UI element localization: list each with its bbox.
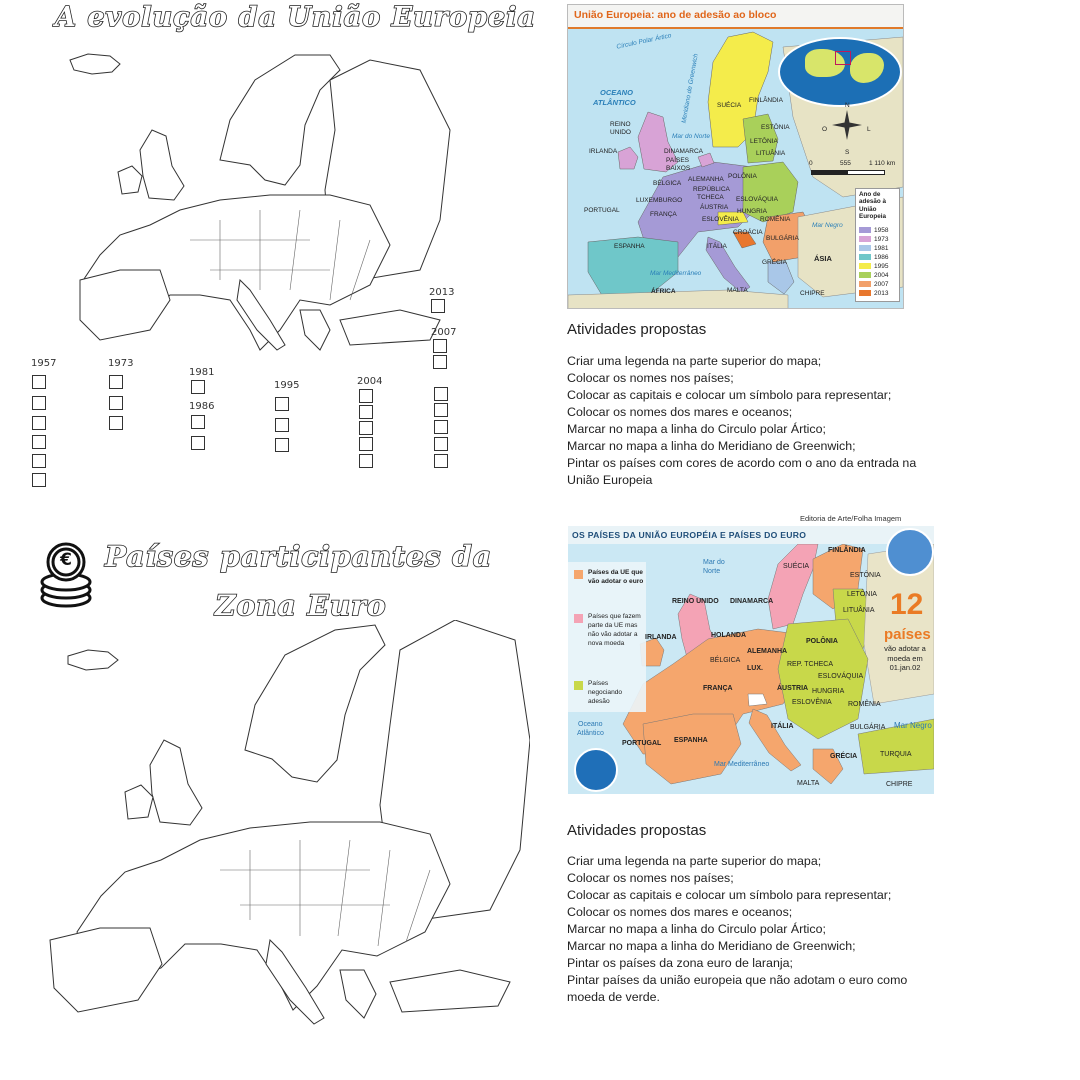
legend-year: 1986 [874,254,889,261]
map1-label: Mar do Norte [672,133,710,140]
legend-year: 1995 [874,263,889,270]
map1-label: PAÍSES [666,157,690,164]
globe-inset-icon [778,37,902,107]
euro-badge-icon [886,528,934,576]
checkbox[interactable] [32,416,46,430]
map1-legend [855,188,900,302]
map2-label: GRÉCIA [830,753,858,760]
map1-label: ÁSIA [814,254,832,263]
compass-rose-icon [832,110,862,140]
scale-0: 0 [809,160,813,167]
euro-symbol: € [60,550,72,570]
map2-label: FINLÂNDIA [828,547,866,554]
map1-label: ESTÔNIA [761,124,790,131]
map1-label: UNIDO [610,129,631,136]
activity-item: Criar uma legenda na parte superior do mapa; [567,854,822,868]
map1-label: CHIPRE [800,290,825,297]
map1-label: REPÚBLICA [693,186,730,193]
checkbox[interactable] [431,299,445,313]
legend-swatch [859,272,871,278]
map1-label: SUÉCIA [717,102,742,109]
map2-label: REINO UNIDO [672,598,719,605]
section2-title-line2: Zona Euro [215,589,387,622]
checkbox[interactable] [275,418,289,432]
legend-row [859,227,888,234]
checkbox[interactable] [32,396,46,410]
checkbox[interactable] [109,396,123,410]
map1-label: DINAMARCA [664,148,704,155]
legend-row [859,272,888,279]
checkbox[interactable] [434,420,448,434]
map2-label: ROMÊNIA [848,701,881,708]
activity-item: Colocar os nomes nos países; [567,871,734,885]
legend-text: Países negociando adesão [588,680,623,705]
legend-swatch [859,236,871,242]
legend-row [859,263,888,270]
map1-label: FINLÂNDIA [749,97,783,104]
legend-swatch [574,614,583,623]
legend-swatch [859,290,871,296]
section2-title-line1: Países participantes da [105,540,492,573]
map2-label: DINAMARCA [730,598,774,605]
map1-label: IRLANDA [589,148,618,155]
activity-item: Marcar no mapa a linha do Meridiano de Greenwich; [567,439,856,453]
activity-item: Colocar os nomes dos mares e oceanos; [567,405,793,419]
legend-row [859,245,888,252]
checkbox[interactable] [275,438,289,452]
map2-label: ESLOVÁQUIA [818,673,864,680]
activity-item: Marcar no mapa a linha do Circulo polar Ártico; [567,422,826,436]
map1-label: Meridiano de Greenwich [680,53,700,124]
legend-title-line: Europeia [859,213,886,221]
legend-title-line: União [859,205,877,213]
compass-s: S [845,149,850,156]
map2-label: MALTA [797,780,820,787]
map1-label: CROÁCIA [733,229,763,236]
map2-label: ESTÔNIA [850,572,881,579]
legend-swatch [859,254,871,260]
year-label-2007: 2007 [431,327,457,338]
scale-bar [811,170,885,175]
map1-label: Mar Negro [812,222,843,229]
activity-item: Colocar os nomes nos países; [567,371,734,385]
map2-label: TURQUIA [880,751,912,758]
checkbox[interactable] [434,454,448,468]
legend-row [859,254,888,261]
checkbox[interactable] [191,380,205,394]
legend-year: 1958 [874,227,889,234]
legend-row [859,290,888,297]
map2-label: Oceano [578,721,603,728]
activity-item: Criar uma legenda na parte superior do mapa; [567,354,822,368]
checkbox[interactable] [32,375,46,389]
map1-label: LITUÂNIA [756,150,786,157]
map1-label: HUNGRIA [737,208,767,215]
checkbox[interactable] [359,389,373,403]
big-word: países [884,626,931,643]
map2-label: CHIPRE [886,781,913,788]
activity-item: Marcar no mapa a linha do Circulo polar Ártico; [567,922,826,936]
activities1-title: Atividades propostas [567,321,707,338]
scale-555: 555 [840,160,851,167]
map1-label: ESLOVÊNIA [702,216,739,223]
map1-label: BAIXOS [666,165,691,172]
legend-year: 1981 [874,245,889,252]
map2-label: BULGÁRIA [850,724,886,731]
map1-label: FRANÇA [650,211,677,218]
activity-item: Colocar as capitais e colocar um símbolo para representar; [567,388,892,402]
map2-label: HUNGRIA [812,688,845,695]
legend-row [859,281,888,288]
map2-label: Atlântico [577,730,604,737]
map2-label: Mar Negro [894,721,932,730]
map1-label: ESLOVÁQUIA [736,196,778,203]
activity-item: Colocar os nomes dos mares e oceanos; [567,905,793,919]
activity-item: Pintar os países com cores de acordo com o ano da entrada na União Europeia [567,456,917,487]
legend-swatch [859,263,871,269]
checkbox[interactable] [275,397,289,411]
map1-label: PORTUGAL [584,207,620,214]
activities2-title: Atividades propostas [567,822,707,839]
map2-label: ESLOVÊNIA [792,699,832,706]
legend-title-line: Ano de [859,191,881,198]
map2-label: LETÔNIA [847,591,877,598]
legend-swatch [574,681,583,690]
map2-header [568,526,934,544]
compass-n: N [845,102,850,109]
year-label-1981: 1981 [189,367,215,378]
map1-label: ESPANHA [614,243,645,250]
checkbox[interactable] [32,473,46,487]
checkbox[interactable] [32,454,46,468]
map2-label: REP. TCHECA [787,661,834,668]
map1-label: ITÁLIA [707,243,727,250]
euro-zone-map [568,526,934,794]
map2-label: FRANÇA [703,685,733,692]
map1-label: ROMÊNIA [760,216,791,223]
globe-icon [574,748,618,792]
legend-year: 2007 [874,281,889,288]
legend-row [859,236,888,243]
checkbox[interactable] [109,375,123,389]
section1-title: A evolução da União Europeia [55,2,536,33]
year-label-1986: 1986 [189,401,215,412]
legend-year: 2013 [874,290,889,297]
map2-label: LITUÂNIA [843,607,875,614]
compass-o: O [822,126,828,133]
checkbox[interactable] [433,339,447,353]
map1-label: REINO [610,121,631,128]
legend-text: Países da UE que vão adotar o euro [588,569,644,585]
map1-label: TCHECA [697,194,724,201]
map2-label: ITÁLIA [771,723,794,730]
map2-label: Norte [703,568,721,575]
map2-label: Mar Mediterrâneo [714,761,770,768]
big-sub: vão adotar a moeda em 01.jan.02 [884,644,926,672]
legend-year: 1973 [874,236,889,243]
map1-label: BÉLGICA [653,180,682,187]
map2-label: BÉLGICA [710,657,741,664]
scale-1110: 1 110 km [869,160,896,167]
map2-label: ALEMANHA [747,648,788,655]
map2-label: POLÔNIA [806,638,838,645]
map1-label: OCEANO [600,88,633,97]
year-label-2013: 2013 [429,287,455,298]
euro-coins-icon [38,540,100,610]
checkbox[interactable] [191,415,205,429]
checkbox[interactable] [359,454,373,468]
map2-credit: Editoria de Arte/Folha Imagem [800,514,902,523]
checkbox[interactable] [32,435,46,449]
legend-swatch [859,227,871,233]
map1-title: União Europeia: ano de adesão ao bloco [574,9,777,21]
map2-title: OS PAÍSES DA UNIÃO EUROPÉIA E PAÍSES DO EURO [572,530,807,540]
year-label-2004: 2004 [357,376,383,387]
legend-title-line: adesão à [859,198,886,206]
checkbox[interactable] [434,403,448,417]
map1-label: ATLÂNTICO [593,98,636,107]
map2-label: ESPANHA [674,737,708,744]
legend-text: Países que fazem parte da UE mas não vão adotar a nova moeda [588,613,641,647]
map1-header [568,5,903,29]
legend-swatch [574,570,583,579]
map2-label: ÁUSTRIA [777,685,809,692]
checkbox[interactable] [434,437,448,451]
legend-year: 2004 [874,272,889,279]
legend-swatch [859,281,871,287]
map1-label: LETÔNIA [750,138,778,145]
map2-label: IRLANDA [645,634,677,641]
activities1-list [567,353,957,489]
checkbox[interactable] [359,437,373,451]
map2-label: PORTUGAL [622,740,662,747]
map1-label: ÁFRICA [651,288,676,295]
checkbox[interactable] [191,436,205,450]
map2-label: SUÉCIA [783,563,810,570]
map1-label: POLÔNIA [728,173,757,180]
activities2-list [567,853,957,1006]
map1-label: Mar Mediterrâneo [650,270,702,277]
checkbox[interactable] [434,387,448,401]
map1-label: GRÉCIA [762,259,787,266]
activity-item: Pintar países da união europeia que não adotam o euro como moeda de verde. [567,973,908,1004]
activity-item: Colocar as capitais e colocar um símbolo para representar; [567,888,892,902]
big-number: 12 [890,588,924,621]
map2-label: HOLANDA [711,632,746,639]
blank-europe-map-2 [40,620,530,1050]
year-label-1973: 1973 [108,358,134,369]
map1-label: ALEMANHA [688,176,724,183]
year-label-1957: 1957 [31,358,57,369]
activity-item: Pintar os países da zona euro de laranja; [567,956,793,970]
map2-label: LUX. [747,665,763,672]
checkbox[interactable] [359,421,373,435]
map2-legend [568,562,646,712]
legend-swatch [859,245,871,251]
year-label-1995: 1995 [274,380,300,391]
checkbox[interactable] [359,405,373,419]
map1-label: Círculo Polar Ártico [615,32,673,51]
checkbox[interactable] [109,416,123,430]
map1-label: LUXEMBURGO [636,197,683,204]
map2-label: Mar do [703,559,725,566]
map1-label: ÁUSTRIA [700,204,729,211]
map1-label: BULGÁRIA [766,235,799,242]
compass-l: L [867,126,871,133]
checkbox[interactable] [433,355,447,369]
blank-europe-map-1 [40,40,470,370]
map1-label: MALTA [727,287,748,294]
activity-item: Marcar no mapa a linha do Meridiano de Greenwich; [567,939,856,953]
